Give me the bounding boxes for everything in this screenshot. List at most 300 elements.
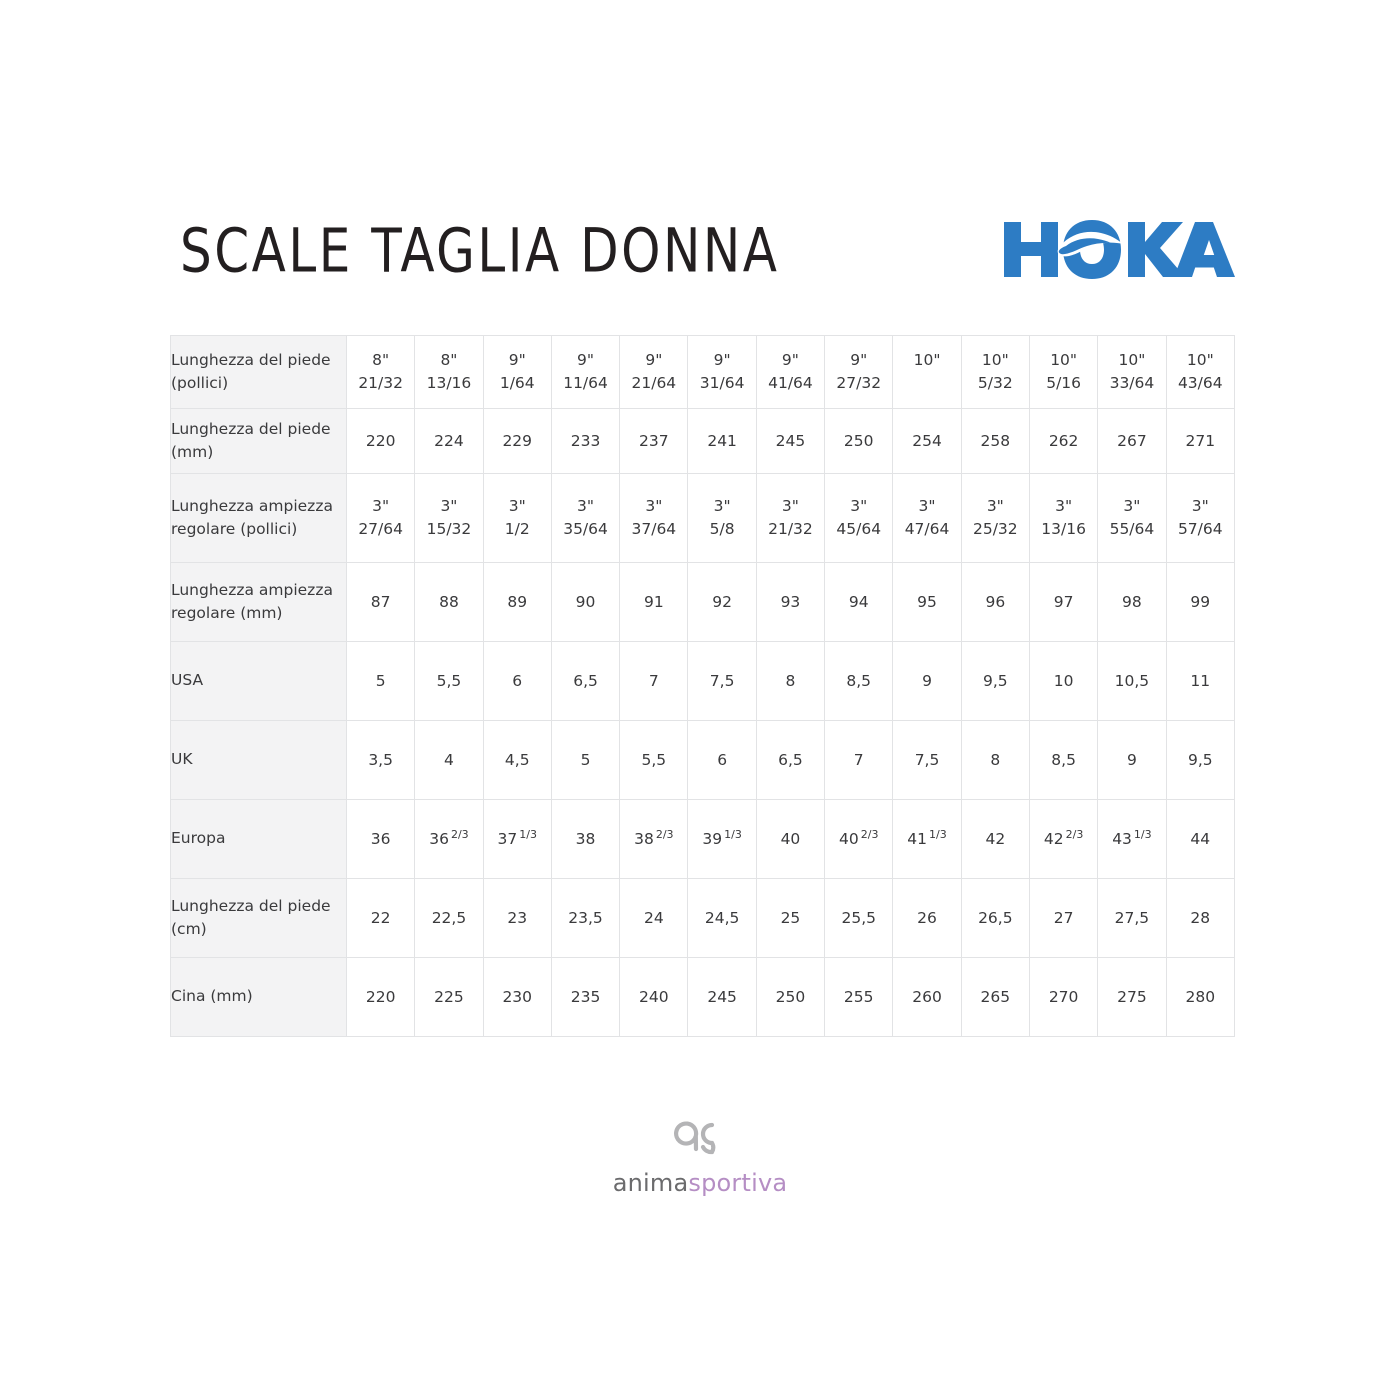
as-monogram-icon [668,1105,732,1161]
page-header [180,196,1240,306]
cell-value-primary: 271 [1185,431,1216,450]
cell-value-primary: 3" [850,496,868,515]
row-header-line: Lunghezza del piede [171,350,331,369]
cell-two-line [484,349,551,396]
cell-value-primary: 94 [848,592,869,611]
cell-value-primary: 9" [713,350,731,369]
table-cell [347,642,415,721]
cell-value-primary: 95 [917,592,937,611]
table-cell [1166,879,1234,958]
table-cell [1098,336,1166,409]
row-header [171,958,347,1037]
cell-value-primary: 36 [370,829,391,848]
table-cell [551,958,619,1037]
cell-value-primary: 5,5 [436,671,462,690]
cell-value-primary: 7 [853,750,864,769]
cell-value-primary: 43 [1112,829,1132,848]
table-cell [347,474,415,563]
table-row [171,958,1235,1037]
cell-value-primary: 26,5 [978,908,1013,927]
cell-value-primary: 99 [1190,592,1211,611]
table-cell [893,642,961,721]
table-cell [756,642,824,721]
cell-value-primary: 245 [775,431,806,450]
cell-two-line [757,495,824,542]
cell-two-line [484,495,551,542]
cell-value-primary: 25,5 [841,908,876,927]
table-cell [415,563,483,642]
cell-value-fraction: 31/64 [699,374,745,392]
cell-value-primary: 233 [570,431,601,450]
cell-value-primary: 3" [645,496,663,515]
cell-value-primary: 5 [580,750,591,769]
table-cell [1166,800,1234,879]
table-cell [415,879,483,958]
cell-value-primary: 3" [440,496,458,515]
table-cell [1029,721,1097,800]
cell-value-primary: 8" [440,350,458,369]
row-header-line: Europa [171,829,226,848]
table-cell [1166,958,1234,1037]
footer-logo [0,1105,1400,1197]
cell-value-primary: 10" [1186,350,1214,369]
table-cell [483,958,551,1037]
cell-two-line [620,495,687,542]
cell-value-primary: 6 [512,671,523,690]
table-cell [688,642,756,721]
cell-two-line [1030,495,1097,542]
cell-value-primary: 3" [1055,496,1073,515]
cell-two-line [552,495,619,542]
cell-value-fraction: 15/32 [426,520,472,538]
table-cell [756,474,824,563]
cell-value-primary: 41 [907,829,928,848]
cell-two-line [347,495,414,542]
cell-two-line [552,349,619,396]
table-cell [483,642,551,721]
cell-value-primary: 250 [843,431,874,450]
table-cell [688,800,756,879]
cell-value-primary: 6,5 [778,750,803,769]
size-chart-table [170,335,1235,1037]
cell-value-primary: 224 [434,431,464,450]
cell-value-primary: 9" [645,350,663,369]
cell-value-primary: 26 [917,908,937,927]
cell-value-primary: 28 [1190,908,1211,927]
cell-value-primary: 40 [839,829,859,848]
table-cell [620,474,688,563]
table-cell [961,336,1029,409]
table-cell [483,721,551,800]
cell-value-fraction: 27/32 [836,374,882,392]
table-cell [688,409,756,474]
cell-value-primary: 27,5 [1114,908,1150,927]
table-cell [1098,642,1166,721]
table-row [171,336,1235,409]
cell-value-primary: 98 [1122,592,1142,611]
cell-value-fraction: 37/64 [631,520,677,538]
table-cell [825,958,893,1037]
cell-two-line [688,349,755,396]
table-cell [961,721,1029,800]
table-row [171,800,1235,879]
table-cell [1166,563,1234,642]
table-cell [1029,563,1097,642]
cell-two-line [620,349,687,396]
cell-value-primary: 260 [912,987,942,1006]
table-cell [347,721,415,800]
cell-value-fraction: 1/3 [929,827,947,841]
table-cell [551,879,619,958]
cell-value-primary: 97 [1053,592,1074,611]
cell-value-fraction [893,372,960,395]
table-cell [415,474,483,563]
cell-value-primary: 39 [702,829,723,848]
table-cell [893,336,961,409]
cell-value-primary: 229 [502,431,533,450]
cell-value-fraction: 43/64 [1177,374,1223,392]
table-cell [551,800,619,879]
cell-two-line [893,349,960,396]
cell-value-primary: 38 [575,829,596,848]
table-cell [688,958,756,1037]
cell-value-primary: 8,5 [1051,750,1076,769]
table-cell [1166,336,1234,409]
table-cell [825,563,893,642]
table-cell [1098,800,1166,879]
row-header-line: regolare (pollici) [171,520,298,538]
cell-two-line [962,495,1029,542]
page-title: SCALE TAGLIA DONNA [180,215,780,287]
table-row [171,721,1235,800]
cell-value-primary: 267 [1117,431,1147,450]
cell-value-primary: 42 [985,829,1006,848]
table-cell [825,800,893,879]
cell-value-fraction: 1/3 [1133,827,1152,841]
cell-value-primary: 225 [434,987,464,1006]
cell-two-line [962,349,1029,396]
table-cell [961,800,1029,879]
table-cell [620,336,688,409]
cell-value-fraction: 35/64 [563,520,608,538]
table-cell [893,800,961,879]
cell-value-primary: 38 [634,829,654,848]
cell-value-primary: 7,5 [914,750,940,769]
table-cell [688,563,756,642]
table-cell [961,409,1029,474]
table-cell [756,800,824,879]
table-cell [688,474,756,563]
cell-value-fraction: 5/32 [977,374,1013,392]
row-header [171,336,347,409]
table-cell [1029,958,1097,1037]
table-cell [688,879,756,958]
table-cell [756,563,824,642]
cell-value-fraction: 2/3 [655,827,674,841]
cell-value-fraction: 55/64 [1109,520,1155,538]
table-cell [415,642,483,721]
table-cell [483,474,551,563]
table-row [171,474,1235,563]
cell-value-primary: 235 [570,987,601,1006]
table-cell [825,642,893,721]
cell-value-primary: 237 [639,431,669,450]
table-cell [415,409,483,474]
row-header-line: Lunghezza del piede (mm) [171,419,331,461]
cell-value-primary: 6 [717,750,728,769]
cell-value-primary: 87 [370,592,391,611]
cell-value-primary: 9,5 [982,671,1008,690]
cell-value-primary: 220 [365,431,396,450]
row-header-line: UK [171,750,193,769]
row-header-line: Lunghezza del piede (cm) [171,896,331,938]
cell-two-line [1098,495,1165,542]
table-cell [620,642,688,721]
cell-value-primary: 24 [643,908,664,927]
table-cell [756,958,824,1037]
table-cell [825,721,893,800]
table-cell [893,879,961,958]
row-header [171,642,347,721]
row-header [171,563,347,642]
cell-value-fraction: 2/3 [1065,827,1084,841]
table-cell [1166,721,1234,800]
table-cell [893,721,961,800]
table-cell [347,800,415,879]
hoka-logo-graphic [1000,208,1240,294]
cell-value-primary: 96 [985,592,1006,611]
cell-value-primary: 3" [1191,496,1209,515]
cell-value-fraction: 1/64 [499,374,535,392]
cell-value-primary: 220 [365,987,396,1006]
table-cell [825,474,893,563]
cell-value-primary: 11 [1190,671,1211,690]
cell-value-primary: 25 [780,908,801,927]
table-cell [688,336,756,409]
size-chart-table-wrapper [170,335,1235,1037]
cell-value-primary: 6,5 [573,671,598,690]
cell-value-primary: 93 [780,592,801,611]
table-cell [620,563,688,642]
cell-value-fraction: 25/32 [972,520,1018,538]
cell-two-line [825,349,892,396]
table-cell [1029,800,1097,879]
cell-value-fraction: 21/64 [631,374,677,392]
cell-value-primary: 9 [1126,750,1137,769]
table-cell [1166,474,1234,563]
cell-value-primary: 22 [370,908,391,927]
table-cell [483,563,551,642]
registered-mark: ® [1222,265,1233,278]
cell-value-primary: 270 [1048,987,1079,1006]
cell-two-line [1098,349,1165,396]
table-row [171,409,1235,474]
cell-value-primary: 265 [980,987,1011,1006]
cell-value-primary: 275 [1117,987,1147,1006]
cell-value-primary: 240 [639,987,669,1006]
table-cell [688,721,756,800]
table-cell [961,879,1029,958]
table-cell [1029,642,1097,721]
table-cell [415,800,483,879]
cell-value-primary: 255 [843,987,874,1006]
row-header [171,721,347,800]
footer-logo-text [613,1169,788,1197]
cell-value-primary: 92 [712,592,732,611]
row-header-line: (pollici) [171,374,229,392]
table-cell [347,958,415,1037]
cell-two-line [825,495,892,542]
cell-value-primary: 3" [508,496,526,515]
table-cell [1029,336,1097,409]
cell-value-fraction: 5/8 [709,520,735,538]
table-cell [347,563,415,642]
row-header [171,879,347,958]
table-cell [347,879,415,958]
table-cell [1166,409,1234,474]
cell-value-primary: 23,5 [568,908,603,927]
cell-two-line [893,495,960,542]
table-cell [756,409,824,474]
cell-value-fraction: 13/16 [1041,520,1086,538]
cell-value-primary: 89 [507,592,528,611]
cell-value-primary: 3" [1123,496,1141,515]
row-header-line: Cina (mm) [171,987,253,1006]
cell-value-primary: 7,5 [709,671,735,690]
cell-value-primary: 9,5 [1187,750,1213,769]
footer-logo-text-second: sportiva [688,1169,788,1197]
table-cell [1098,721,1166,800]
cell-two-line [757,349,824,396]
cell-value-primary: 91 [643,592,664,611]
cell-two-line [1030,349,1097,396]
cell-value-primary: 254 [912,431,942,450]
cell-value-primary: 9" [850,350,868,369]
cell-value-primary: 3" [372,496,390,515]
table-cell [620,721,688,800]
table-cell [1029,879,1097,958]
table-cell [551,563,619,642]
table-cell [1098,879,1166,958]
cell-value-primary: 90 [575,592,596,611]
table-cell [1098,409,1166,474]
cell-value-primary: 230 [502,987,533,1006]
cell-value-primary: 88 [439,592,459,611]
cell-value-fraction: 45/64 [836,520,882,538]
cell-two-line [415,349,482,396]
cell-value-fraction: 2/3 [860,827,879,841]
cell-two-line [688,495,755,542]
table-cell [483,409,551,474]
row-header-line: Lunghezza ampiezza [171,580,333,599]
table-cell [756,336,824,409]
cell-value-primary: 280 [1185,987,1216,1006]
cell-value-fraction: 27/64 [358,520,403,538]
cell-two-line [1167,349,1234,396]
cell-value-primary: 9" [781,350,799,369]
cell-value-fraction: 33/64 [1109,374,1155,392]
row-header [171,800,347,879]
cell-value-primary: 4 [444,750,454,769]
cell-value-primary: 241 [707,431,737,450]
table-cell [893,958,961,1037]
cell-value-fraction: 21/32 [768,520,813,538]
cell-value-fraction: 1/2 [504,520,530,538]
cell-value-primary: 10" [981,350,1009,369]
cell-value-primary: 262 [1048,431,1079,450]
table-cell [347,409,415,474]
row-header-line: Lunghezza ampiezza [171,496,333,515]
table-cell [347,336,415,409]
table-row [171,642,1235,721]
cell-value-primary: 3" [986,496,1004,515]
cell-value-primary: 4,5 [504,750,530,769]
table-cell [620,958,688,1037]
table-cell [483,879,551,958]
cell-value-primary: 9" [577,350,595,369]
table-row [171,563,1235,642]
table-cell [551,336,619,409]
table-cell [825,336,893,409]
table-cell [961,642,1029,721]
table-cell [893,563,961,642]
cell-value-primary: 22,5 [431,908,467,927]
table-cell [620,409,688,474]
table-cell [1098,474,1166,563]
cell-value-primary: 5 [375,671,386,690]
cell-value-primary: 23 [507,908,528,927]
table-cell [551,721,619,800]
cell-value-primary: 3,5 [368,750,393,769]
cell-value-primary: 10" [1118,350,1146,369]
cell-value-fraction: 13/16 [426,374,472,392]
cell-value-primary: 42 [1043,829,1064,848]
cell-value-primary: 258 [980,431,1011,450]
table-cell [483,336,551,409]
cell-value-primary: 8 [990,750,1001,769]
table-cell [415,958,483,1037]
cell-value-primary: 245 [707,987,737,1006]
cell-value-primary: 36 [429,829,449,848]
cell-value-primary: 10,5 [1114,671,1150,690]
cell-value-primary: 7 [648,671,659,690]
cell-two-line [415,495,482,542]
table-cell [620,879,688,958]
table-cell [551,474,619,563]
table-row [171,879,1235,958]
cell-value-primary: 9 [922,671,932,690]
cell-value-fraction: 1/3 [724,827,742,841]
row-header [171,474,347,563]
table-cell [620,800,688,879]
table-cell [961,563,1029,642]
table-cell [1029,474,1097,563]
cell-value-fraction: 47/64 [904,520,950,538]
table-cell [961,474,1029,563]
table-cell [1166,642,1234,721]
cell-value-primary: 3" [577,496,595,515]
table-cell [756,879,824,958]
cell-value-primary: 3" [713,496,731,515]
table-cell [893,474,961,563]
table-cell [415,336,483,409]
cell-value-primary: 5,5 [641,750,667,769]
table-cell [961,958,1029,1037]
cell-value-primary: 10" [913,350,941,369]
cell-value-fraction: 5/16 [1046,374,1082,392]
cell-value-fraction: 2/3 [450,827,469,841]
cell-value-fraction: 57/64 [1177,520,1223,538]
